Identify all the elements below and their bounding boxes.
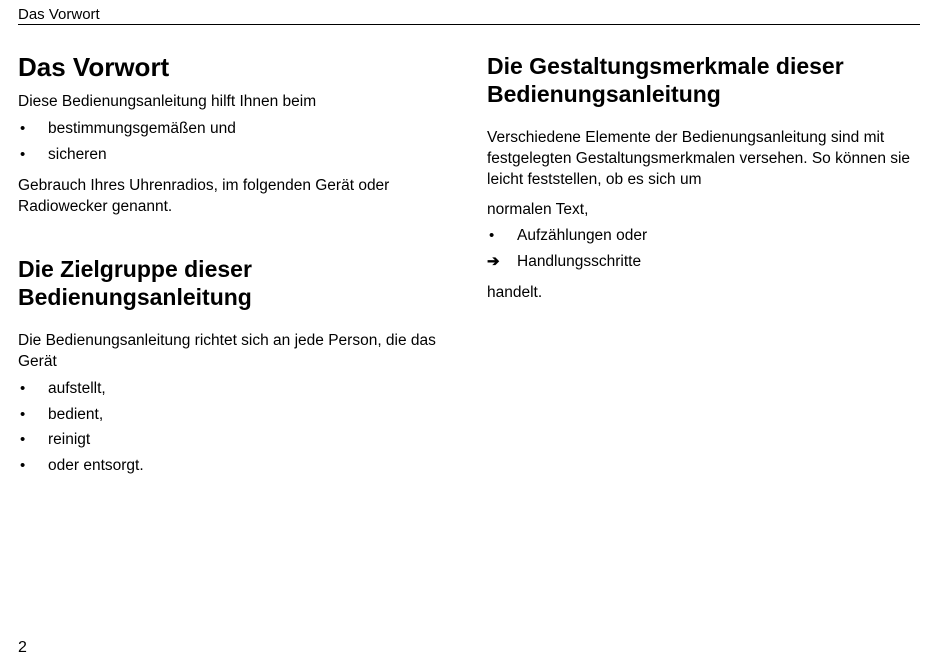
bullet-icon: •: [20, 405, 26, 423]
normal-text-example: normalen Text,: [487, 201, 589, 218]
usage-list: [18, 116, 458, 167]
right-column: [487, 52, 912, 303]
audience-text: Die Bedienungsanleitung richtet sich an jede Person, die das Gerät: [18, 332, 436, 370]
list-item: • oder entsorgt.: [18, 453, 458, 479]
audience-list: [18, 376, 458, 478]
list-item: • Aufzählungen oder: [487, 223, 912, 249]
list-item: • sicheren: [18, 142, 458, 168]
closing-text: handelt.: [487, 284, 543, 301]
arrow-right-icon: ➔: [487, 252, 500, 270]
list-item: • reinigt: [18, 427, 458, 453]
bullet-icon: •: [20, 431, 26, 448]
design-text: Verschiedene Elemente der Bedienungsanleitung sind mit festgelegten Gestaltungsmerkmalen versehen. So können sie leicht feststellen, ob es sich um: [487, 129, 911, 188]
bullet-icon: •: [20, 380, 26, 397]
running-header: Das Vorwort: [18, 6, 100, 23]
usage-text: Gebrauch Ihres Uhrenradios, im folgenden Gerät oder Radiowecker genannt.: [18, 177, 390, 215]
left-column: [18, 52, 458, 486]
design-list: [487, 223, 912, 274]
page-number: 2: [18, 639, 27, 656]
list-item: • aufstellt,: [18, 376, 458, 402]
intro-text: Diese Bedienungsanleitung hilft Ihnen beim: [18, 93, 317, 110]
section-title-gestaltung: Die Gestaltungsmerkmale dieser Bedienungsanleitung: [487, 53, 844, 107]
header-rule: [18, 24, 920, 25]
bullet-icon: •: [489, 227, 495, 244]
section-title-zielgruppe: Die Zielgruppe dieser Bedienungsanleitung: [18, 256, 252, 310]
page-title: Das Vorwort: [18, 52, 170, 82]
list-item: • bestimmungsgemäßen und: [18, 116, 458, 142]
list-item: • bedient,: [18, 402, 458, 428]
bullet-icon: •: [20, 145, 26, 163]
list-item: ➔ Handlungsschritte: [487, 249, 912, 275]
bullet-icon: •: [20, 456, 26, 474]
bullet-icon: •: [20, 120, 26, 137]
